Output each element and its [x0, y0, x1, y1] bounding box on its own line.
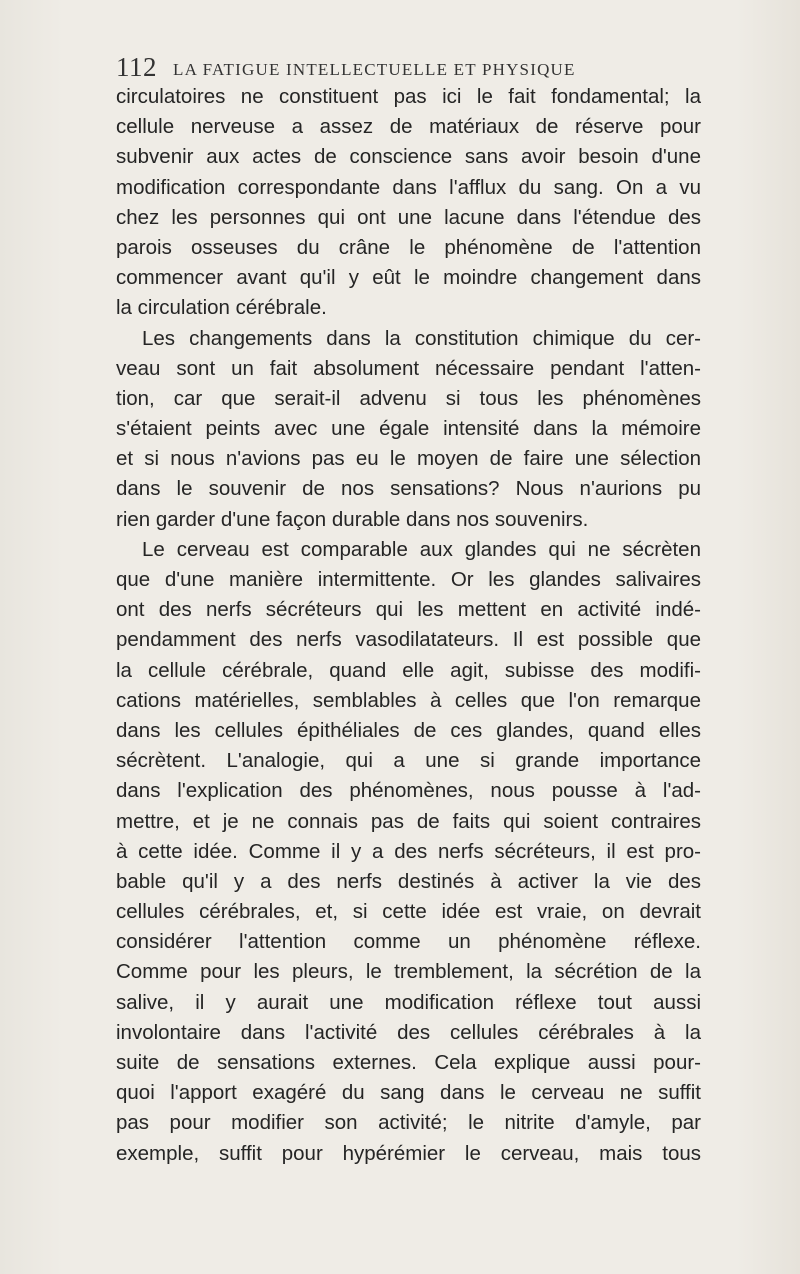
- text-line: dans l'explication des phénomènes, nous pousse à l'ad-: [116, 779, 701, 803]
- text-line: et si nous n'avions pas eu le moyen de faire une sélection: [116, 447, 701, 471]
- text-line: dans le souvenir de nos sensations? Nous n'aurions pu: [116, 477, 701, 501]
- running-head: LA FATIGUE INTELLECTUELLE ET PHYSIQUE: [173, 60, 576, 79]
- text-line: Le cerveau est comparable aux glandes qui ne sécrèten: [142, 537, 701, 561]
- text-line: subvenir aux actes de conscience sans avoir besoin d'une: [116, 145, 701, 169]
- text-line: à cette idée. Comme il y a des nerfs sécréteurs, il est pro-: [116, 839, 701, 863]
- text-line: parois osseuses du crâne le phénomène de l'attention: [116, 235, 701, 259]
- text-line: cellules cérébrales, et, si cette idée est vraie, on devrait: [116, 900, 701, 924]
- text-line: exemple, suffit pour hypérémier le cerveau, mais tous: [116, 1141, 701, 1165]
- text-line: Les changements dans la constitution chimique du cer-: [142, 326, 701, 350]
- paragraph: [116, 324, 701, 535]
- text-line: mettre, et je ne connais pas de faits qui soient contraires: [116, 809, 701, 833]
- text-line: cations matérielles, semblables à celles que l'on remarque: [116, 688, 701, 712]
- text-line: considérer l'attention comme un phénomène réflexe.: [116, 930, 701, 954]
- text-line: que d'une manière intermittente. Or les glandes salivaires: [116, 568, 701, 591]
- text-line: involontaire dans l'activité des cellules cérébrales à la: [116, 1020, 701, 1044]
- paragraph: [116, 82, 701, 324]
- text-line: modification correspondante dans l'afflux du sang. On a vu: [116, 175, 701, 199]
- page-number: 112: [116, 52, 157, 82]
- text-line: bable qu'il y a des nerfs destinés à activer la vie des: [116, 869, 701, 893]
- text-line: pendamment des nerfs vasodilatateurs. Il est possible que: [116, 628, 701, 652]
- paragraph: [116, 535, 701, 1169]
- text-line: suite de sensations externes. Cela explique aussi pour-: [116, 1051, 701, 1074]
- text-line: Comme pour les pleurs, le tremblement, la sécrétion de la: [116, 960, 701, 984]
- text-line: commencer avant qu'il y eût le moindre changement dans: [116, 266, 701, 290]
- text-line: veau sont un fait absolument nécessaire pendant l'atten-: [116, 356, 701, 380]
- text-line: pas pour modifier son activité; le nitrite d'amyle, par: [116, 1111, 701, 1135]
- text-line: cellule nerveuse a assez de matériaux de réserve pour: [116, 115, 701, 139]
- text-line: quoi l'apport exagéré du sang dans le cerveau ne suffit: [116, 1081, 701, 1105]
- text-line: salive, il y aurait une modification réflexe tout aussi: [116, 990, 701, 1014]
- body-text: [116, 82, 701, 1169]
- text-line: circulatoires ne constituent pas ici le fait fondamental; la: [116, 85, 701, 108]
- text-line: la circulation cérébrale.: [116, 296, 327, 320]
- text-line: tion, car que serait-il advenu si tous les phénomènes: [116, 386, 701, 410]
- text-line: dans les cellules épithéliales de ces glandes, quand elles: [116, 718, 701, 742]
- text-line: sécrètent. L'analogie, qui a une si grande importance: [116, 749, 701, 773]
- text-line: chez les personnes qui ont une lacune dans l'étendue des: [116, 205, 701, 229]
- text-line: rien garder d'une façon durable dans nos souvenirs.: [116, 507, 589, 531]
- text-line: la cellule cérébrale, quand elle agit, subisse des modifi-: [116, 658, 701, 682]
- text-line: ont des nerfs sécréteurs qui les mettent en activité indé-: [116, 598, 701, 622]
- text-line: s'étaient peints avec une égale intensité dans la mémoire: [116, 417, 701, 441]
